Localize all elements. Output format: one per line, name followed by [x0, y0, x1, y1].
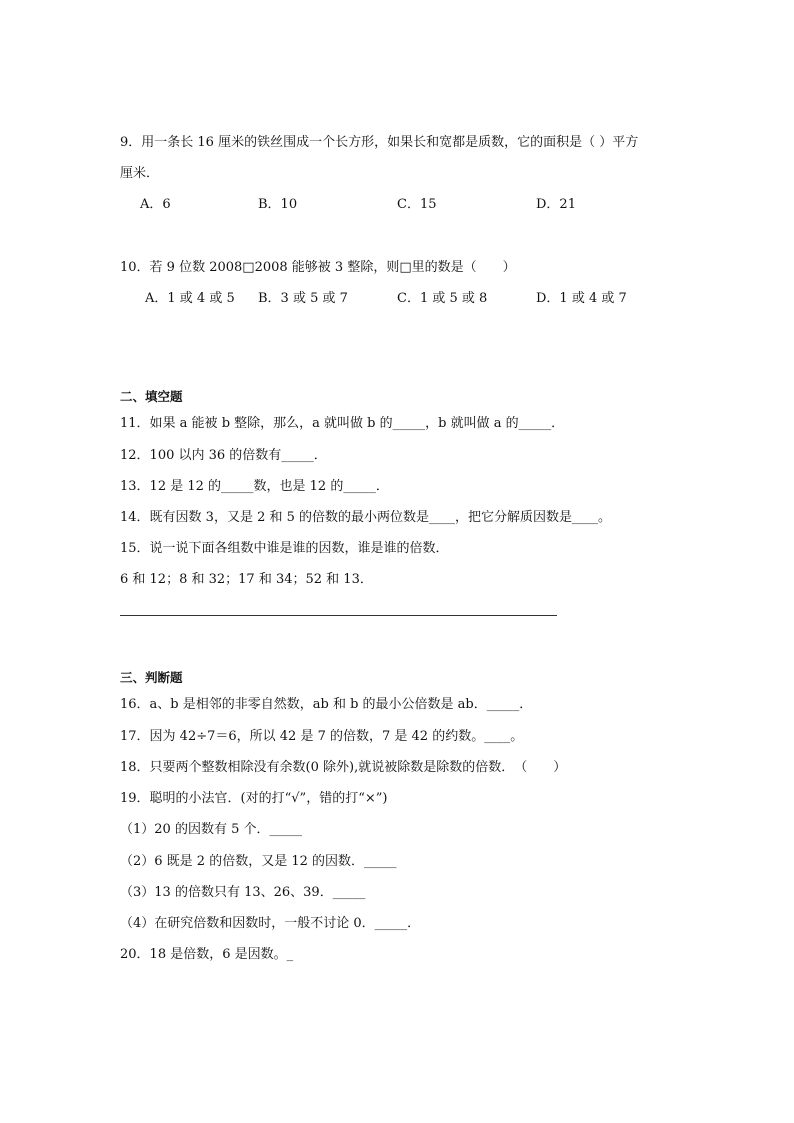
q10-option-d: D．1 或 4 或 7 [536, 291, 627, 306]
question-18: 18．只要两个整数相除没有余数(0 除外),就说被除数是除数的倍数． （ ） [120, 760, 567, 775]
q9-option-a: A．6 [140, 197, 171, 212]
question-19-item-4: （4）在研究倍数和因数时，一般不讨论 0．_____． [120, 916, 421, 931]
question-19-item-1: （1）20 的因数有 5 个．_____ [120, 822, 302, 837]
section-title-fill-in: 二、填空题 [120, 389, 183, 404]
q10-option-c: C．1 或 5 或 8 [397, 291, 488, 306]
answer-line [120, 615, 557, 616]
question-19-item-3: （3）13 的倍数只有 13、26、39．_____ [120, 885, 366, 900]
q10-option-a: A．1 或 4 或 5 [145, 291, 235, 306]
q10-option-b: B．3 或 5 或 7 [258, 291, 348, 306]
question-15: 15．说一说下面各组数中谁是谁的因数，谁是谁的倍数． [120, 541, 449, 556]
q9-option-d: D．21 [536, 197, 576, 212]
question-19-item-2: （2）6 既是 2 的倍数，又是 12 的因数．_____ [120, 854, 397, 869]
q9-option-c: C．15 [397, 197, 437, 212]
q9-text-line1: 9．用一条长 16 厘米的铁丝围成一个长方形，如果长和宽都是质数，它的面积是（ ）平方 [120, 135, 639, 150]
question-13: 13．12 是 12 的_____数，也是 12 的_____． [120, 479, 389, 494]
question-12: 12．100 以内 36 的倍数有_____． [120, 448, 327, 463]
question-19: 19．聪明的小法官．(对的打“√”，错的打“×”) [120, 791, 388, 806]
question-14: 14．既有因数 3，又是 2 和 5 的倍数的最小两位数是____，把它分解质因数是____。 [120, 510, 612, 525]
question-15-numbers: 6 和 12；8 和 32；17 和 34；52 和 13． [120, 572, 373, 587]
q9-option-b: B．10 [258, 197, 298, 212]
question-17: 17．因为 42÷7＝6，所以 42 是 7 的倍数，7 是 42 的约数。____。 [120, 729, 524, 744]
q10-text: 10．若 9 位数 2008□2008 能够被 3 整除，则□里的数是（ ） [120, 260, 516, 275]
question-20: 20．18 是倍数，6 是因数。_ [120, 947, 294, 962]
question-16: 16．a、b 是相邻的非零自然数，ab 和 b 的最小公倍数是 ab．_____． [120, 697, 533, 712]
q9-text-line2: 厘米． [120, 166, 160, 181]
section-title-judgement: 三、判断题 [120, 670, 183, 685]
question-11: 11．如果 a 能被 b 整除，那么，a 就叫做 b 的_____，b 就叫做 a 的_____． [120, 416, 565, 431]
